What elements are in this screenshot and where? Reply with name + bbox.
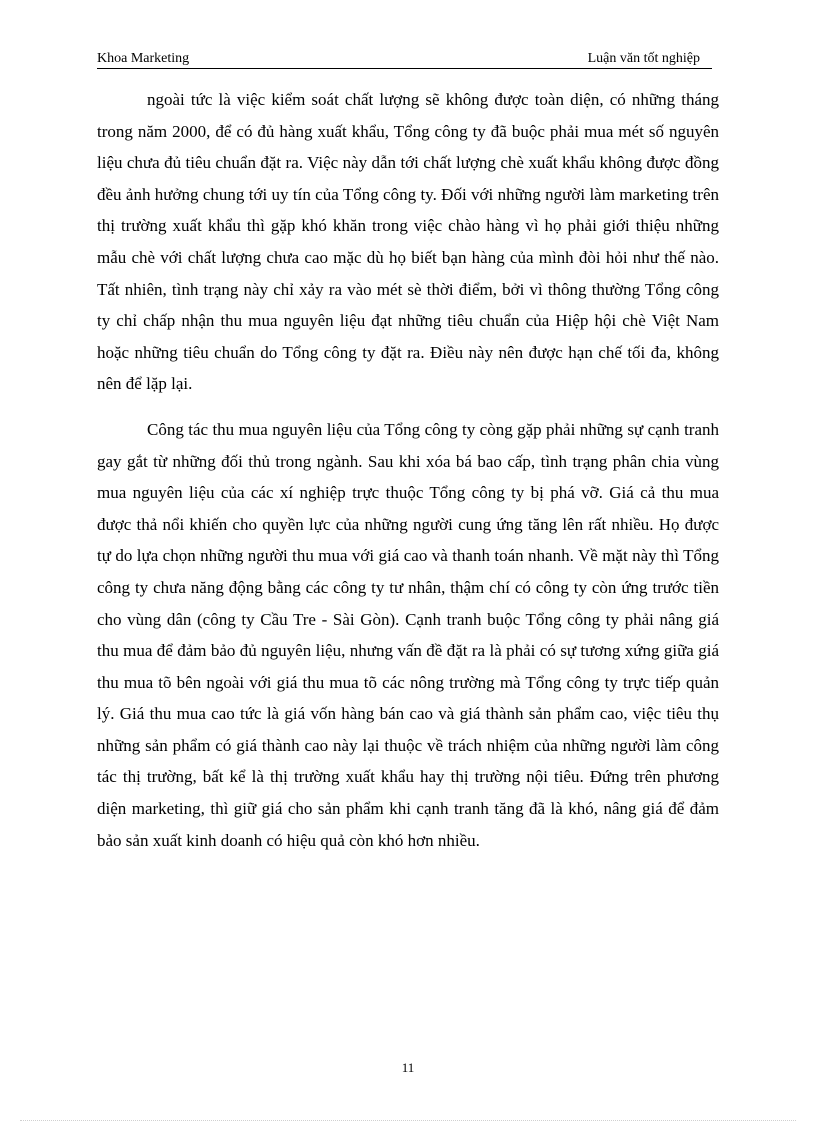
page-boundary — [20, 1120, 796, 1121]
paragraph: Công tác thu mua nguyên liệu của Tổng công ty còng gặp phải những sự cạnh tranh gay gắt từ những đối thủ trong ngành. Sau khi xóa bá bao cấp, tình trạng phân chia vùng mua nguyên liệu của các xí nghiệp trực thuộc Tổng công ty bị phá vỡ. Giá cả thu mua được thả nổi khiến cho quyền lực của những người cung ứng tăng lên rất nhiều. Họ được tự do lựa chọn những người thu mua với giá cao và thanh toán nhanh. Về mặt này thì Tổng công ty chưa năng động bằng các công ty tư nhân, thậm chí có công ty còn ứng trước tiền cho vùng dân (công ty Cầu Tre - Sài Gòn). Cạnh tranh buộc Tổng công ty phải nâng giá thu mua để đảm bảo đủ nguyên liệu, nhưng vấn đề đặt ra là phải có sự tương xứng giữa giá thu mua tõ bên ngoài với giá thu mua tõ các nông trường mà Tổng công ty trực tiếp quản lý. Giá thu mua cao tức là giá vốn hàng bán cao và giá thành sản phẩm cao, việc tiêu thụ những sản phẩm có giá thành cao này lại thuộc về trách nhiệm của những người làm công tác thị trường, bất kể là thị trường xuất khẩu hay thị trường nội tiêu. Đứng trên phương diện marketing, thì giữ giá cho sản phẩm khi cạnh tranh tăng đã là khó, nâng giá để đảm bảo sản xuất kinh doanh có hiệu quả còn khó hơn nhiều. — [97, 419, 719, 850]
header-department: Khoa Marketing — [97, 51, 190, 66]
header-document-type: Luận văn tốt nghiệp — [587, 51, 700, 66]
page-body — [97, 84, 719, 856]
paragraph: ngoài tức là việc kiểm soát chất lượng sẽ không được toàn diện, có những tháng trong năm 2000, để có đủ hàng xuất khẩu, Tổng công ty đã buộc phải mua mét số nguyên liệu chưa đủ tiêu chuẩn đặt ra. Việc này dẫn tới chất lượng chè xuất khẩu không được đồng đều ảnh hưởng chung tới uy tín của Tổng công ty. Đối với những người làm marketing trên thị trường xuất khẩu thì gặp khó khăn trong việc chào hàng vì họ phải giới thiệu những mẫu chè với chất lượng chưa cao mặc dù họ biết bạn hàng của mình đòi hỏi như thế nào. Tất nhiên, tình trạng này chỉ xảy ra vào mét sè thời điểm, bởi vì thông thường Tổng công ty chỉ chấp nhận thu mua nguyên liệu đạt những tiêu chuẩn của Hiệp hội chè Việt Nam hoặc những tiêu chuẩn do Tổng công ty đặt ra. Điều này nên được hạn chế tối đa, không nên để lặp lại. — [97, 90, 719, 394]
page-header — [97, 50, 712, 69]
page-number: 11 — [401, 1060, 415, 1075]
